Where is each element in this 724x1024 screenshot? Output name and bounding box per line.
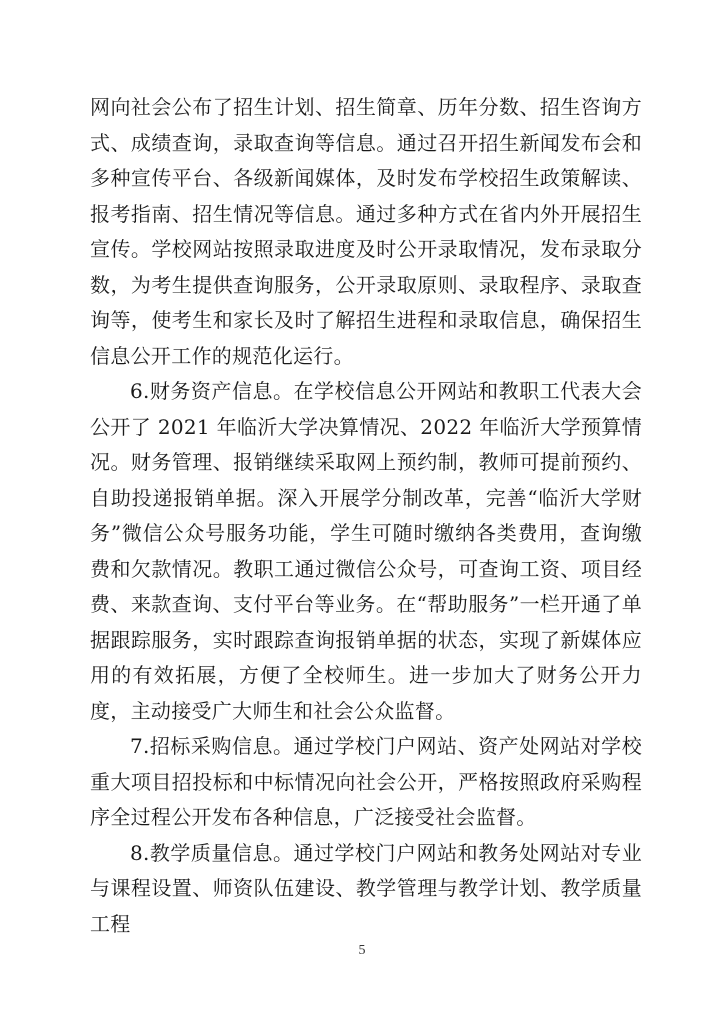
paragraph-finance-assets: 6.财务资产信息。在学校信息公开网站和教职工代表大会公开了 2021 年临沂大学决算情况、2022 年临沂大学预算情况。财务管理、报销继续采取网上预约制，教师可提前预约、自助投递报销单据。深入开展学分制改革，完善“临沂大学财务”微信公众号服务功能，学生可随时缴纳各类费用，查询缴费和欠款情况。教职工通过微信公众号，可查询工资、项目经费、来款查询、支付平台等业务。在“帮助服务”一栏开通了单据跟踪服务，实时跟踪查询报销单据的状态，实现了新媒体应用的有效拓展，方便了全校师生。进一步加大了财务公开力度，主动接受广大师生和社会公众监督。 [90, 379, 642, 723]
document-body [90, 90, 642, 942]
paragraph-admissions-continued: 网向社会公布了招生计划、招生简章、历年分数、招生咨询方式、成绩查询，录取查询等信息。通过召开招生新闻发布会和多种宣传平台、各级新闻媒体，及时发布学校招生政策解读、报考指南、招生情况等信息。通过多种方式在省内外开展招生宣传。学校网站按照录取进度及时公开录取情况，发布录取分数，为考生提供查询服务，公开录取原则、录取程序、录取查询等，使考生和家长及时了解招生进程和录取信息，确保招生信息公开工作的规范化运行。 [90, 95, 642, 368]
paragraph-teaching-quality: 8.教学质量信息。通过学校门户网站和教务处网站对专业与课程设置、师资队伍建设、教学管理与教学计划、教学质量工程 [90, 840, 642, 936]
page-number: 5 [358, 943, 366, 958]
paragraph-procurement: 7.招标采购信息。通过学校门户网站、资产处网站对学校重大项目招投标和中标情况向社会公开，严格按照政府采购程序全过程公开发布各种信息，广泛接受社会监督。 [90, 734, 642, 829]
